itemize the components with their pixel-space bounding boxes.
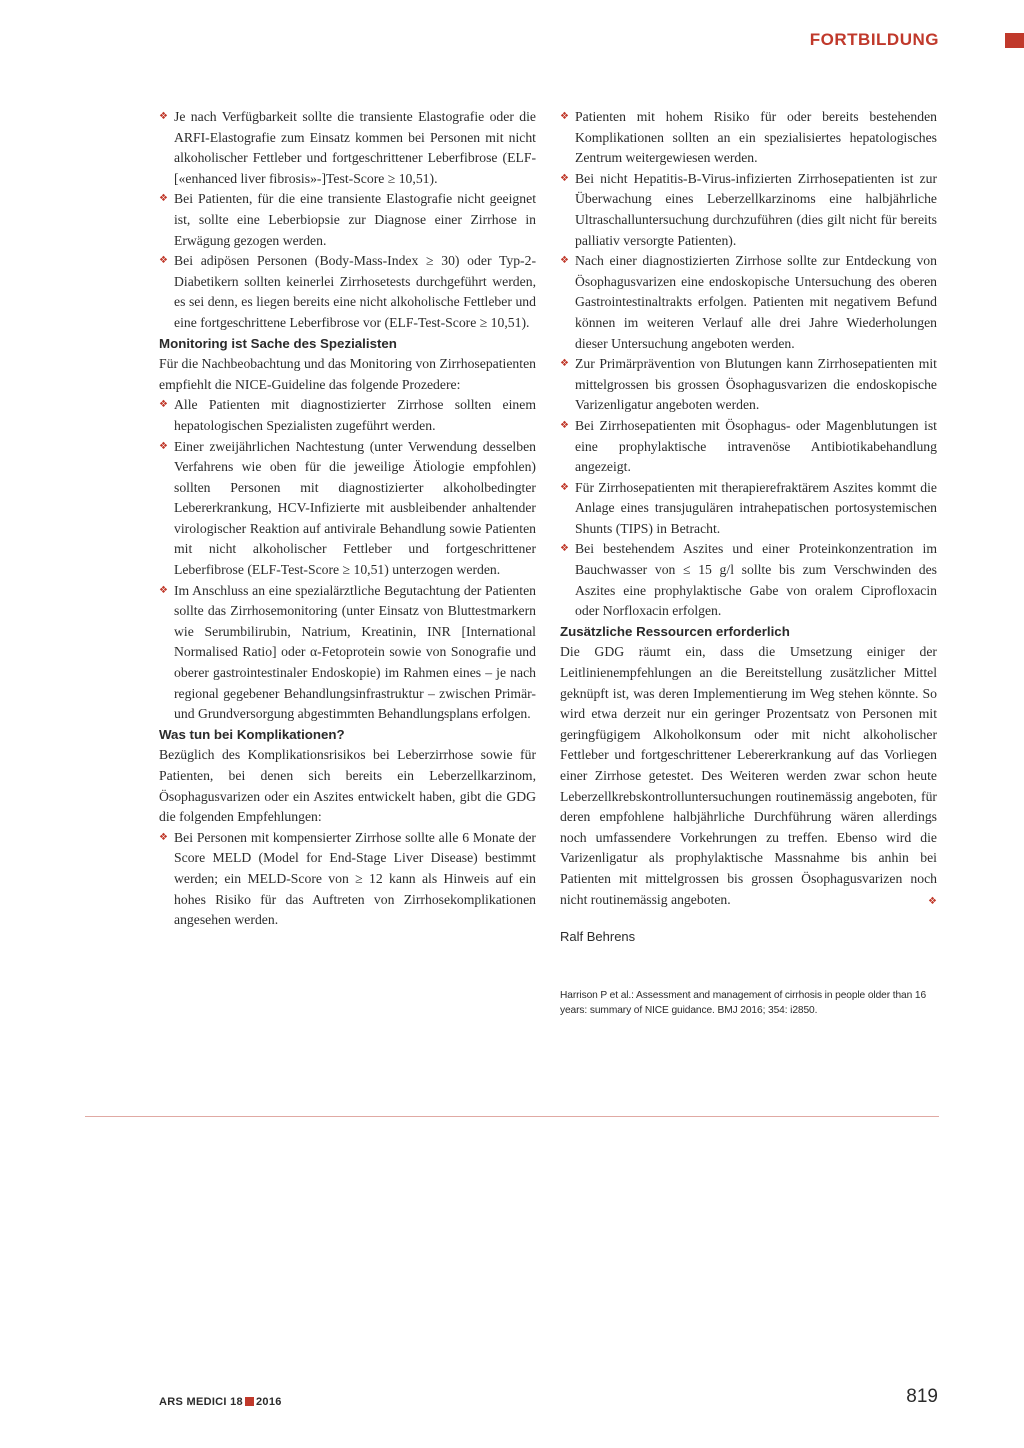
bullet-list-right [560,107,937,622]
diamond-bullet-icon: ❖ [560,481,569,493]
bullet-text: Bei Zirrhosepatienten mit Ösophagus- oder Magenblutungen ist eine prophylaktische intravenöse Antibiotikabehandlung angezeigt. [575,417,937,475]
diamond-end-icon: ❖ [928,895,937,907]
bullet-list-monitoring [159,395,536,725]
bullet-text: Nach einer diagnostizierten Zirrhose sollte zur Entdeckung von Ösophagusvarizen eine endoskopische Untersuchung des oberen Gastrointestinaltrakts erfolgen. Patienten mit negativem Befund können im weiteren Verlauf alle drei Jahre Wiederholungen dieser Untersuchung angeboten werden. [575,253,937,351]
bullet-item [560,169,937,251]
body-resources [560,642,937,910]
heading-resources: Zusätzliche Ressourcen erforderlich [560,623,790,639]
bullet-text: Bei adipösen Personen (Body-Mass-Index ≥ 30) oder Typ-2-Diabetikern sollten keinerlei Zirrhosetests durchgeführt werden, es sei denn, es liegen bereits eine nicht alkoholische Fettleber und eine fortgeschrittene Leberfibrose vor (ELF-Test-Score ≥ 10,51). [174,253,536,330]
bullet-text: Im Anschluss an eine spezialärztliche Begutachtung der Patienten sollte das Zirrhosemonitoring (unter Einsatz von Bluttestmarkern wie Serumbilirubin, Natrium, Kreatinin, INR [International Normalised Ratio] oder α-Fetoprotein sowie von Sonografie und oberer gastrointestinaler Endoskopie) im Rahmen eines – je nach regional gegebener Behandlungsinfrastruktur – zwischen Primär- und Grundversorgung abgestimmten Behandlungsplans erfolgen. [174,582,536,722]
diamond-bullet-icon: ❖ [159,831,168,843]
heading-complications: Was tun bei Komplikationen? [159,726,345,742]
reference: Harrison P et al.: Assessment and management of cirrhosis in people older than 16 years: summary of NICE guidance. BMJ 2016; 354: i2850. [560,989,927,1016]
journal-year: 2016 [255,1396,282,1408]
diamond-bullet-icon: ❖ [159,584,168,596]
diamond-bullet-icon: ❖ [159,193,168,205]
right-column [560,107,937,1018]
footer-square-icon [245,1397,254,1406]
bullet-list-top [159,107,536,334]
bottom-divider [85,1116,939,1117]
bullet-item [159,251,536,333]
bullet-text: Patienten mit hohem Risiko für oder bereits bestehenden Komplikationen sollten an ein spezialisiertes hepatologisches Zentrum weitergewiesen werden. [575,109,937,166]
bullet-list-complications [159,828,536,931]
bullet-item [560,478,937,540]
diamond-bullet-icon: ❖ [560,255,569,267]
diamond-bullet-icon: ❖ [159,255,168,267]
bullet-item [560,539,937,621]
bullet-item [159,581,536,725]
body-resources-text: Die GDG räumt ein, dass die Umsetzung einiger der Leitlinienempfehlungen an die Bereitstellung zusätzlicher Mittel geknüpft ist, was deren Implementierung im Weg stehen könnte. So wird etwa derzeit nur ein geringer Prozentsatz von Personen mit geringfügigem Alkoholkonsum oder mit nicht alkoholischer Fettleber und fortgeschrittener Lebererkrankung auf das Vorliegen einer Zirrhose getestet. Des Weiteren werden zwar schon heute Leberzellkrebskontrolluntersuchungen routinemässig angeboten, für deren empfohlene halbjährliche Durchführung wären allerdings noch umfassendere Vorkehrungen zu treffen. Ebenso wird die Varizenligatur als prophylaktische Massnahme bis anhin bei Patienten mit mittelgrossen bis grossen Ösophagusvarizen noch nicht routinemässig angeboten. [560,644,937,907]
bullet-text: Alle Patienten mit diagnostizierter Zirrhose sollten einem hepatologischen Spezialisten zugeführt werden. [174,397,536,433]
bullet-item [159,395,536,436]
diamond-bullet-icon: ❖ [560,419,569,431]
diamond-bullet-icon: ❖ [560,172,569,184]
bullet-item [560,354,937,416]
diamond-bullet-icon: ❖ [159,440,168,452]
diamond-bullet-icon: ❖ [159,399,168,411]
bullet-item [159,107,536,189]
bullet-text: Zur Primärprävention von Blutungen kann Zirrhosepatienten mit mittelgrossen bis grossen Ösophagusvarizen die endoskopische Varizenligatur angeboten werden. [575,356,937,413]
bullet-text: Je nach Verfügbarkeit sollte die transiente Elastografie oder die ARFI-Elastografie zum Einsatz kommen bei Personen mit nicht alkoholischer Fettleber und fortgeschrittener Leberfibrose (ELF-[«enhanced liver fibrosis»-]Test-Score ≥ 10,51). [174,109,536,186]
bullet-text: Bei nicht Hepatitis-B-Virus-infizierten Zirrhosepatienten ist zur Überwachung eines Leberzellkarzinoms eine halbjährliche Ultraschalluntersuchung durchzuführen (dies gilt nicht für bereits palliativ versorgte Patienten). [575,170,937,248]
diamond-bullet-icon: ❖ [560,358,569,370]
bullet-text: Einer zweijährlichen Nachtestung (unter Verwendung desselben Verfahrens wie oben für die jeweilige Ätiologie empfohlen) sollten Personen mit diagnostizierter alkoholbedingter Lebererkrankung, HCV-Infizierte mit ausbleibender anhaltender virologischer Reaktion auf antivirale Behandlung sowie Patienten mit nicht alkoholischer Fettleber und fortgeschrittener Leberfibrose (ELF-Test-Score ≥ 10,51) unterzogen werden. [174,438,536,578]
left-column [159,107,536,931]
footer-journal [159,1396,282,1408]
bullet-text: Bei Patienten, für die eine transiente Elastografie nicht geeignet ist, sollte eine Leberbiopsie zur Diagnose einer Zirrhose in Erwägung gezogen werden. [174,191,536,248]
journal-name: ARS MEDICI 18 [159,1396,243,1408]
author: Ralf Behrens [560,929,636,945]
bullet-item [159,828,536,931]
bullet-text: Für Zirrhosepatienten mit therapierefraktärem Aszites kommt die Anlage eines transjugulären intrahepatischen portosystemischen Shunts (TIPS) in Betracht. [575,479,937,536]
bullet-item [159,437,536,581]
intro-complications: Bezüglich des Komplikationsrisikos bei Leberzirrhose sowie für Patienten, bei denen sich bereits ein Leberzellkarzinom, Ösophagusvarizen oder ein Aszites entwickelt haben, gibt die GDG die folgenden Empfehlungen: [159,747,536,825]
bullet-text: Bei Personen mit kompensierter Zirrhose sollte alle 6 Monate der Score MELD (Model for End-Stage Liver Disease) bestimmt werden; ein MELD-Score von ≥ 12 kann als Hinweis auf ein hohes Risiko für das Auftreten von Zirrhosekomplikationen angesehen werden. [174,829,536,928]
bullet-item [560,251,937,354]
section-label: FORTBILDUNG [809,30,939,49]
bullet-item [159,189,536,251]
bullet-item [560,416,937,478]
bullet-item [560,107,937,169]
page-number: 819 [906,1386,938,1407]
diamond-bullet-icon: ❖ [560,111,569,122]
intro-monitoring: Für die Nachbeobachtung und das Monitoring von Zirrhosepatienten empfiehlt die NICE-Guideline das folgende Prozedere: [159,356,536,392]
section-marker-square [1005,33,1024,48]
diamond-bullet-icon: ❖ [560,543,569,555]
diamond-bullet-icon: ❖ [159,111,168,122]
bullet-text: Bei bestehendem Aszites und einer Proteinkonzentration im Bauchwasser von ≤ 15 g/l sollte bis zum Verschwinden des Aszites eine prophylaktische Gabe von oralem Ciprofloxacin oder Norfloxacin erfolgen. [575,541,937,619]
heading-monitoring: Monitoring ist Sache des Spezialisten [159,335,397,351]
